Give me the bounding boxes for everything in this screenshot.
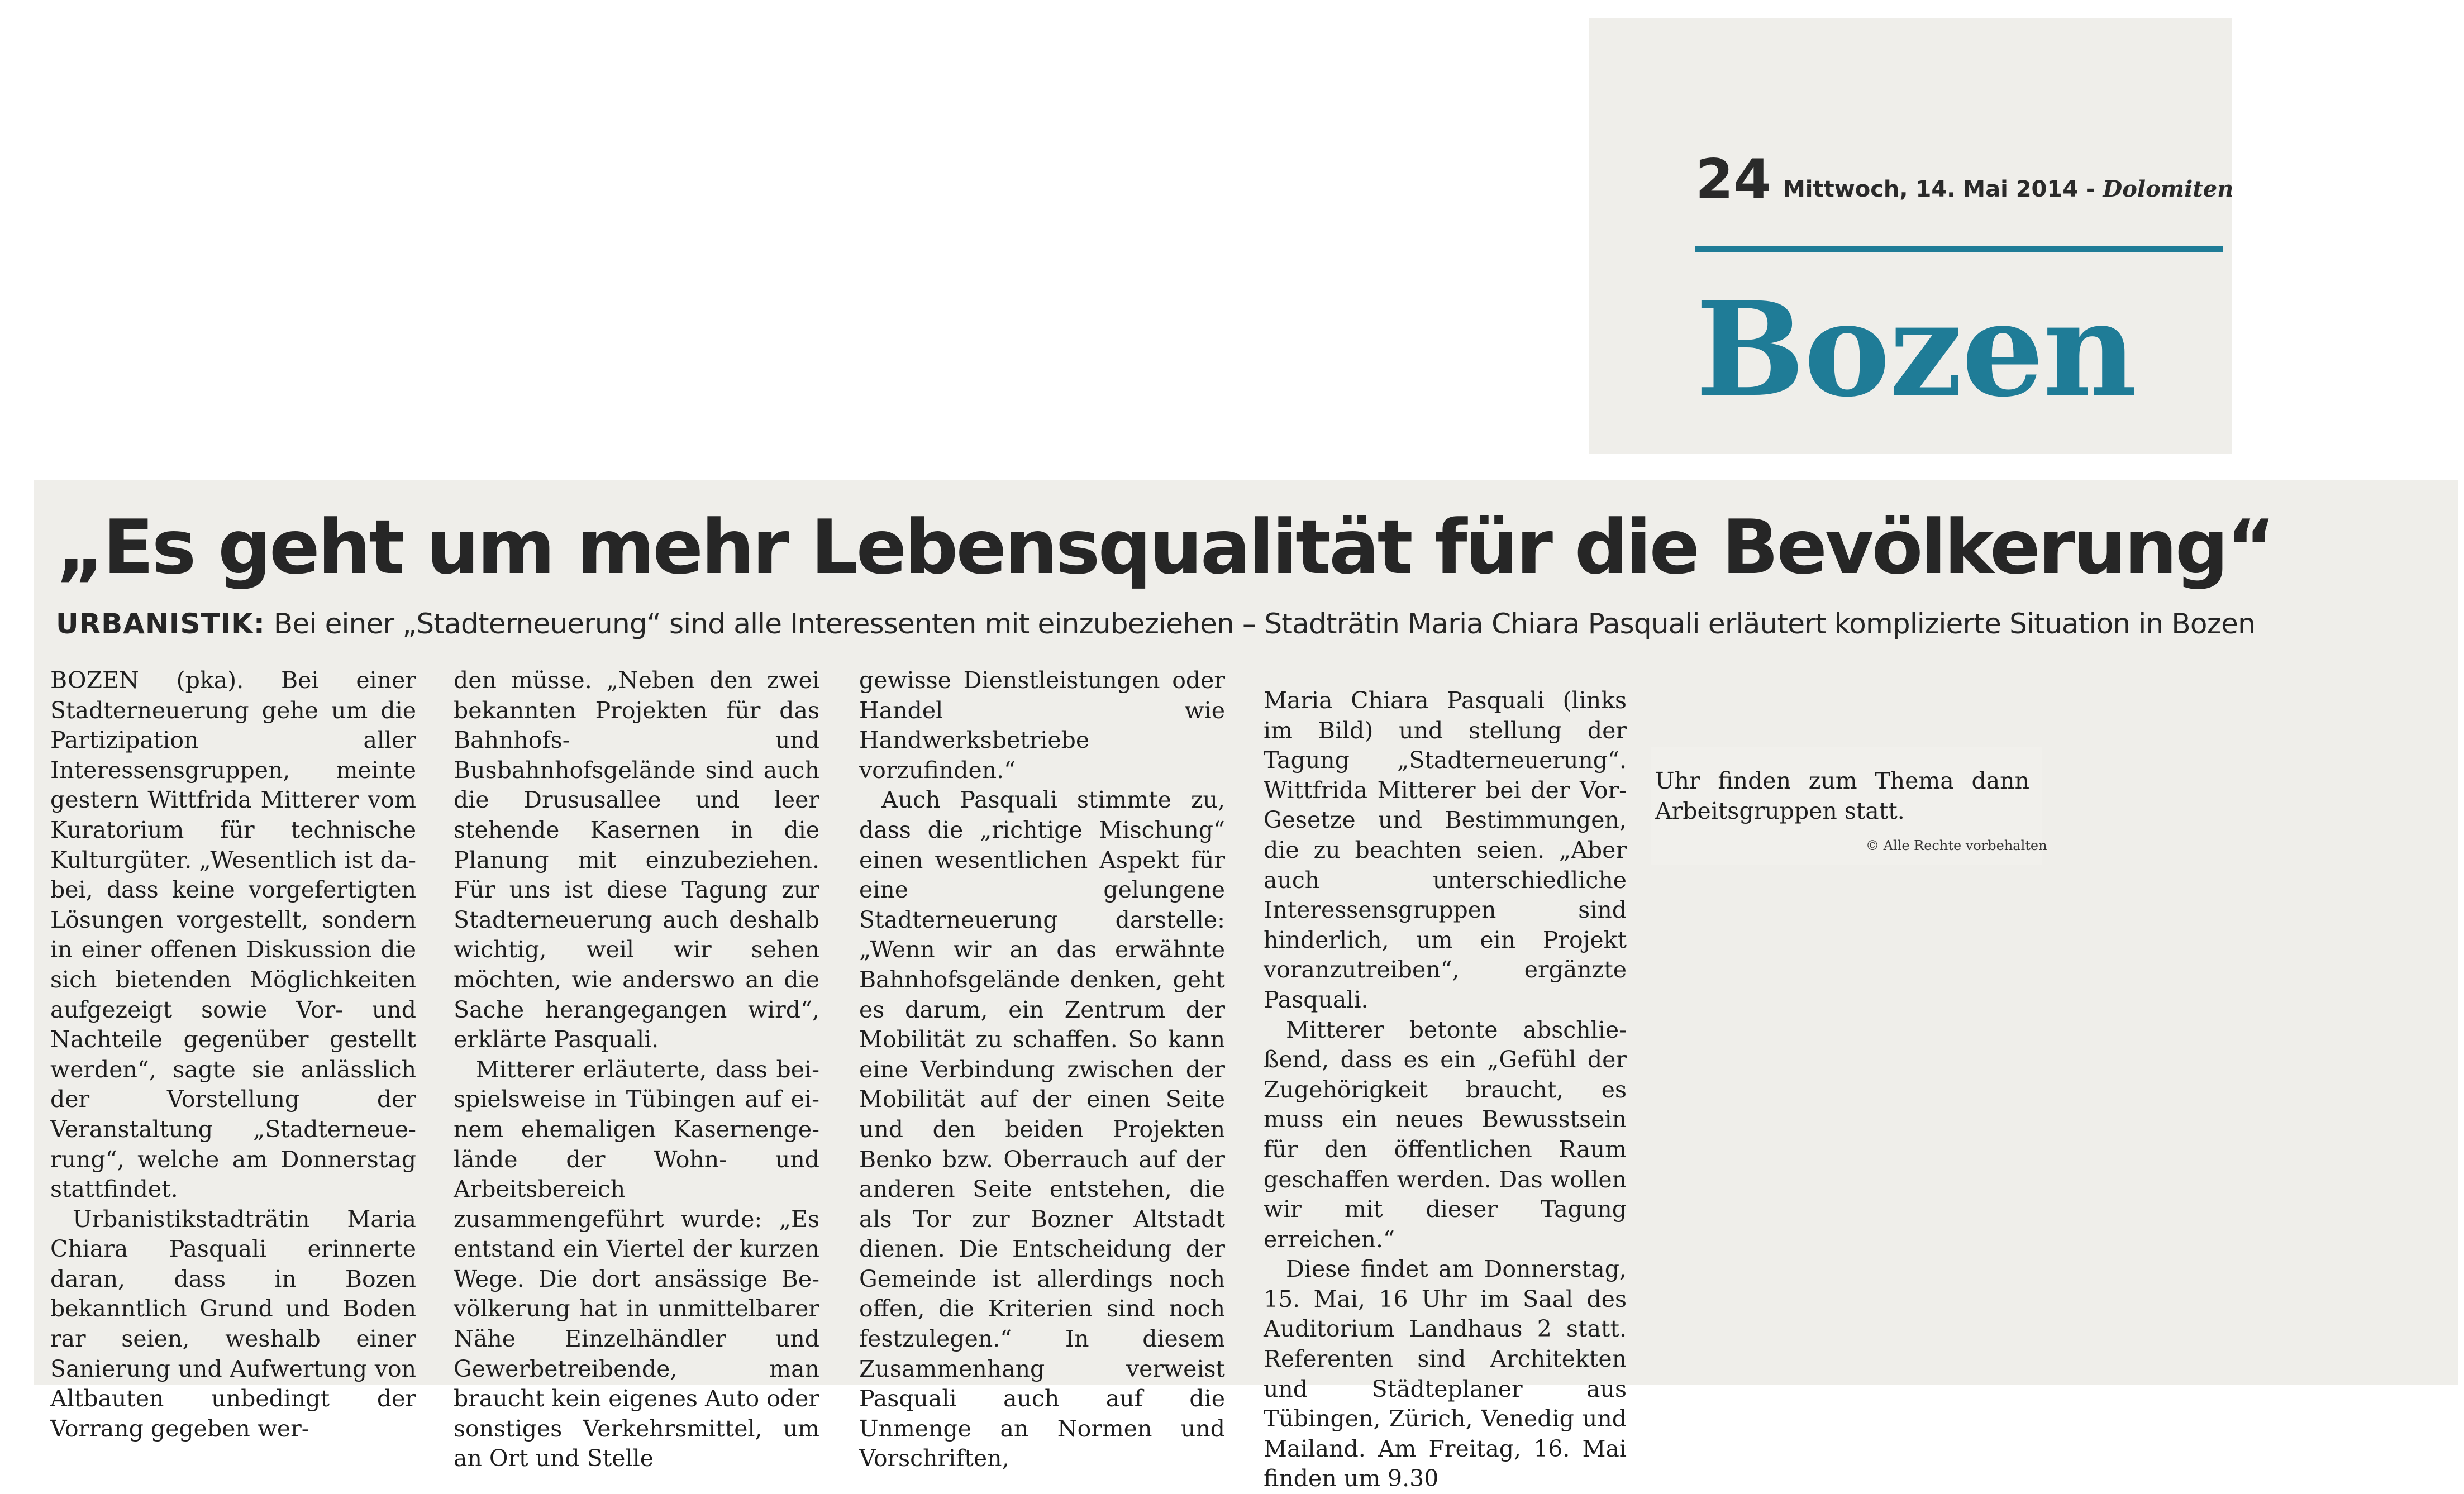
date: Mittwoch, 14. Mai 2014 - xyxy=(1783,176,2095,202)
page-number: 24 xyxy=(1695,148,1772,212)
subheadline xyxy=(56,609,2458,639)
copyright-notice: © Alle Rechte vorbehalten xyxy=(1866,838,2047,853)
section-rule xyxy=(1695,246,2223,252)
paragraph: Auch Pasquali stimmte zu, dass die „richtige Mischung“ einen wesentlichen Aspekt für eine gelungene Stadterneuerung darstelle: „Wenn wir an das erwähnte Bahnhofsgelände denken, geht es darum, ein Zentrum der Mobilität zu schaffen. So kann eine Verbindung zwischen der Mobilität auf der einen Seite und den beiden Projekten Benko bzw. Oberrauch auf der anderen Seite entstehen, die als Tor zur Bozner Altstadt dienen. Die Entscheidung der Gemeinde ist allerdings noch offen, die Kriterien sind noch festzulegen.“ In diesem Zusammenhang verweist Pasquali auch auf die Unmenge an Normen und Vorschriften, xyxy=(859,786,1225,1472)
paragraph: gewisse Dienstleistungen oder Handel wie Handwerksbetriebe vorzufinden.“ xyxy=(859,667,1225,784)
paragraph: Maria Chiara Pasquali (links im Bild) und stellung der Tagung „Stadterneuerung“. Wittfrida Mitterer bei der VorGesetze und Bestimmungen, die zu beachten seien. „Aber auch unterschiedliche Interessensgruppen sind hinderlich, um ein Projekt voranzutreiben“, ergänzte Pasquali. xyxy=(1264,687,1627,1013)
article-column-3 xyxy=(859,666,1225,1474)
paragraph: Mitterer erläuterte, dass beispielsweise in Tübingen auf einem ehemaligen Kasernengelände der Wohn- und Arbeitsbereich zusammengeführt wurde: „Es entstand ein Viertel der kurzen Wege. Die dort ansässige Bevölkerung hat in unmittelbarer Nähe Einzelhändler und Gewerbetreibende, man braucht kein eigenes Auto oder sonstiges Verkehrsmittel, um an Ort und Stelle xyxy=(454,1056,819,1472)
paragraph: Diese findet am Donnerstag, 15. Mai, 16 Uhr im Saal des Auditorium Landhaus 2 statt. Referenten sind Architekten und Städteplaner aus Tübingen, Zürich, Venedig und Mailand. Am Freitag, 16. Mai finden um 9.30 xyxy=(1264,1256,1627,1492)
section-title: Bozen xyxy=(1695,273,2136,426)
article-column-5 xyxy=(1655,766,2029,826)
kicker: URBANISTIK: xyxy=(56,608,265,640)
headline: „Es geht um mehr Lebensqualität für die Bevölkerung“ xyxy=(56,504,2274,591)
paragraph: Urbanistikstadträtin Maria Chiara Pasquali erinnerte daran, dass in Bozen bekanntlich Grund und Boden rar seien, weshalb einer Sanierung und Aufwertung von Altbauten unbedingt der Vorrang gegeben wer- xyxy=(50,1205,416,1442)
subheadline-text: Bei einer „Stadterneuerung“ sind alle Interessenten mit einzubeziehen – Stadträtin Maria Chiara Pasquali erläutert komplizierte Situation in Bozen xyxy=(273,608,2256,640)
article-column-4 xyxy=(1264,686,1627,1494)
dateline xyxy=(1783,176,2233,202)
paragraph: Mitterer betonte abschließend, dass es ein „Gefühl der Zugehörigkeit braucht, es muss ein neues Bewusstsein für den öffentlichen Raum geschaffen werden. Das wollen wir mit dieser Tagung erreichen.“ xyxy=(1264,1016,1627,1253)
paragraph: den müsse. „Neben den zwei bekannten Projekten für das Bahnhofs- und Busbahnhofsgelände sind auch die Drususallee und leer stehende Kasernen in die Planung mit einzubeziehen. Für uns ist diese Tagung zur Stadterneuerung auch deshalb wichtig, weil wir sehen möchten, wie anderswo an die Sache herangegangen wird“, erklärte Pasquali. xyxy=(454,667,819,1053)
paragraph: BOZEN (pka). Bei einer Stadterneuerung gehe um die Partizipation aller Interessensgruppen, meinte gestern Wittfrida Mitterer vom Kuratorium für technische Kulturgüter. „Wesentlich ist dabei, dass keine vorgefertigten Lösungen vorgestellt, sondern in einer offenen Diskussion die sich bietenden Möglichkeiten aufgezeigt sowie Vor- und Nachteile gegenüber gestellt werden“, sagte sie anlässlich der Vorstellung der Veranstaltung „Stadterneuerung“, welche am Donnerstag stattfindet. xyxy=(50,667,416,1203)
newspaper-name: Dolomiten xyxy=(2103,176,2234,202)
paragraph: Uhr finden zum Thema dann Arbeitsgruppen statt. xyxy=(1655,767,2029,824)
article-column-1 xyxy=(50,666,416,1444)
article-column-2 xyxy=(454,666,819,1474)
